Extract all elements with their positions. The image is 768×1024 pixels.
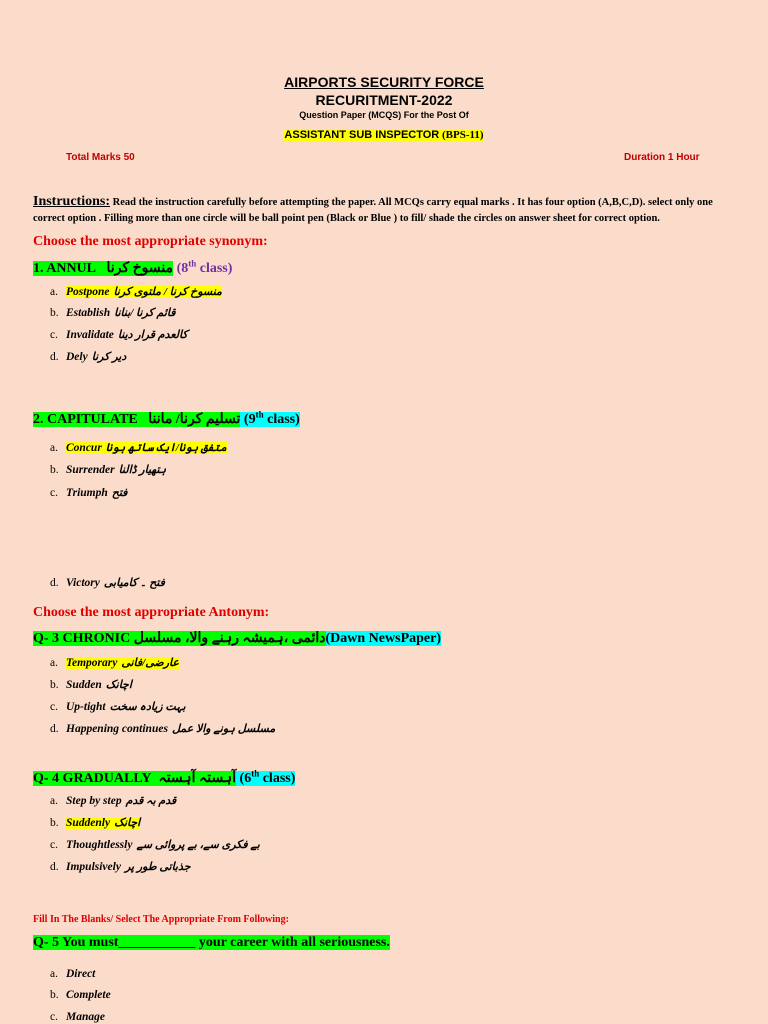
question-2-urdu: تسلیم کرنا/ ماننا — [148, 411, 241, 427]
q3-option-c[interactable]: c. Up-tight بہت زیادہ سخت — [50, 701, 186, 713]
q3-option-a[interactable]: a. Temporary عارضی/فانی — [50, 657, 179, 669]
total-marks: Total Marks 50 — [66, 152, 135, 163]
question-1 — [33, 258, 232, 277]
q2-option-a[interactable]: a. Concur متفق ہونا/ایک ساتھ ہونا — [50, 442, 227, 454]
instructions-text: Read the instruction carefully before attempting the paper. All MCQs carry equal marks . It has four option (A,B,C,D). select only one correct option . Filling more than one circle will be ball point pen (Black or Blue ) to fill/ shade the circles on answer sheet for correct option. — [33, 197, 713, 224]
exam-subtitle: RECURITMENT-2022 — [315, 92, 453, 108]
post-grade: (BPS-11) — [442, 129, 484, 141]
q2-option-b[interactable]: b. Surrender ہتھیار ڈالنا — [50, 464, 167, 476]
question-2 — [33, 409, 300, 428]
question-4-class: (6th class) — [236, 771, 295, 786]
question-5 — [33, 935, 390, 951]
q1-option-b[interactable]: b. Establish قائم کرنا /بنانا — [50, 307, 176, 319]
duration: Duration 1 Hour — [624, 152, 700, 163]
synonym-heading: Choose the most appropriate synonym: — [33, 234, 268, 249]
question-2-word: 2. CAPITULATE — [33, 411, 138, 427]
instructions — [33, 194, 733, 227]
q5-option-b[interactable]: b. Complete — [50, 989, 111, 1001]
antonym-heading: Choose the most appropriate Antonym: — [33, 605, 270, 620]
question-4 — [33, 768, 295, 787]
q1-option-c[interactable]: c. Invalidate کالعدم قرار دینا — [50, 329, 188, 341]
instructions-label: Instructions: — [33, 194, 111, 209]
q4-option-b[interactable]: b. Suddenly اچانک — [50, 817, 141, 829]
question-4-urdu: آہستہ آہستہ — [158, 770, 237, 786]
q5-option-c[interactable]: c. Manage — [50, 1011, 105, 1023]
q4-option-a[interactable]: a. Step by step قدم بہ قدم — [50, 795, 177, 807]
q5-option-a[interactable]: a. Direct — [50, 968, 96, 980]
q4-option-d[interactable]: d. Impulsively جذباتی طور پر — [50, 861, 191, 873]
question-3-word: Q- 3 CHRONIC — [33, 631, 131, 646]
question-3-urdu: دائمی ،ہمیشہ رہنے والا، مسلسل — [133, 631, 326, 646]
question-1-urdu: منسوخ کرنا — [106, 260, 174, 276]
question-3 — [33, 630, 441, 647]
question-1-class: (8th class) — [176, 258, 233, 276]
q3-option-d[interactable]: d. Happening continues مسلسل ہونے والا عمل — [50, 723, 276, 735]
q1-option-d[interactable]: d. Dely دیر کرنا — [50, 351, 127, 363]
q2-option-d[interactable]: d. Victory فتح ۔ کامیابی — [50, 577, 165, 589]
paper-line: Question Paper (MCQS) For the Post Of — [299, 110, 469, 120]
question-5-text: Q- 5 You must___________ your career with all seriousness. — [33, 935, 390, 950]
question-4-word: Q- 4 GRADUALLY — [33, 770, 152, 786]
q3-option-b[interactable]: b. Sudden اچانک — [50, 679, 132, 691]
question-3-source: (Dawn NewsPaper) — [325, 631, 441, 646]
post-name — [0, 129, 768, 141]
question-1-word: 1. ANNUL — [33, 260, 97, 276]
q4-option-c[interactable]: c. Thoughtlessly بے فکری سے، بے پروائی سے — [50, 839, 260, 851]
question-2-class: (9th class) — [240, 412, 299, 427]
blanks-heading: Fill In The Blanks/ Select The Appropriate From Following: — [33, 914, 289, 925]
q2-option-c[interactable]: c. Triumph فتح — [50, 487, 128, 499]
q1-option-a[interactable]: a. Postpone منسوخ کرنا / ملتوی کرنا — [50, 286, 222, 298]
exam-title: AIRPORTS SECURITY FORCE — [284, 74, 484, 90]
post-main: ASSISTANT SUB INSPECTOR — [284, 129, 440, 141]
